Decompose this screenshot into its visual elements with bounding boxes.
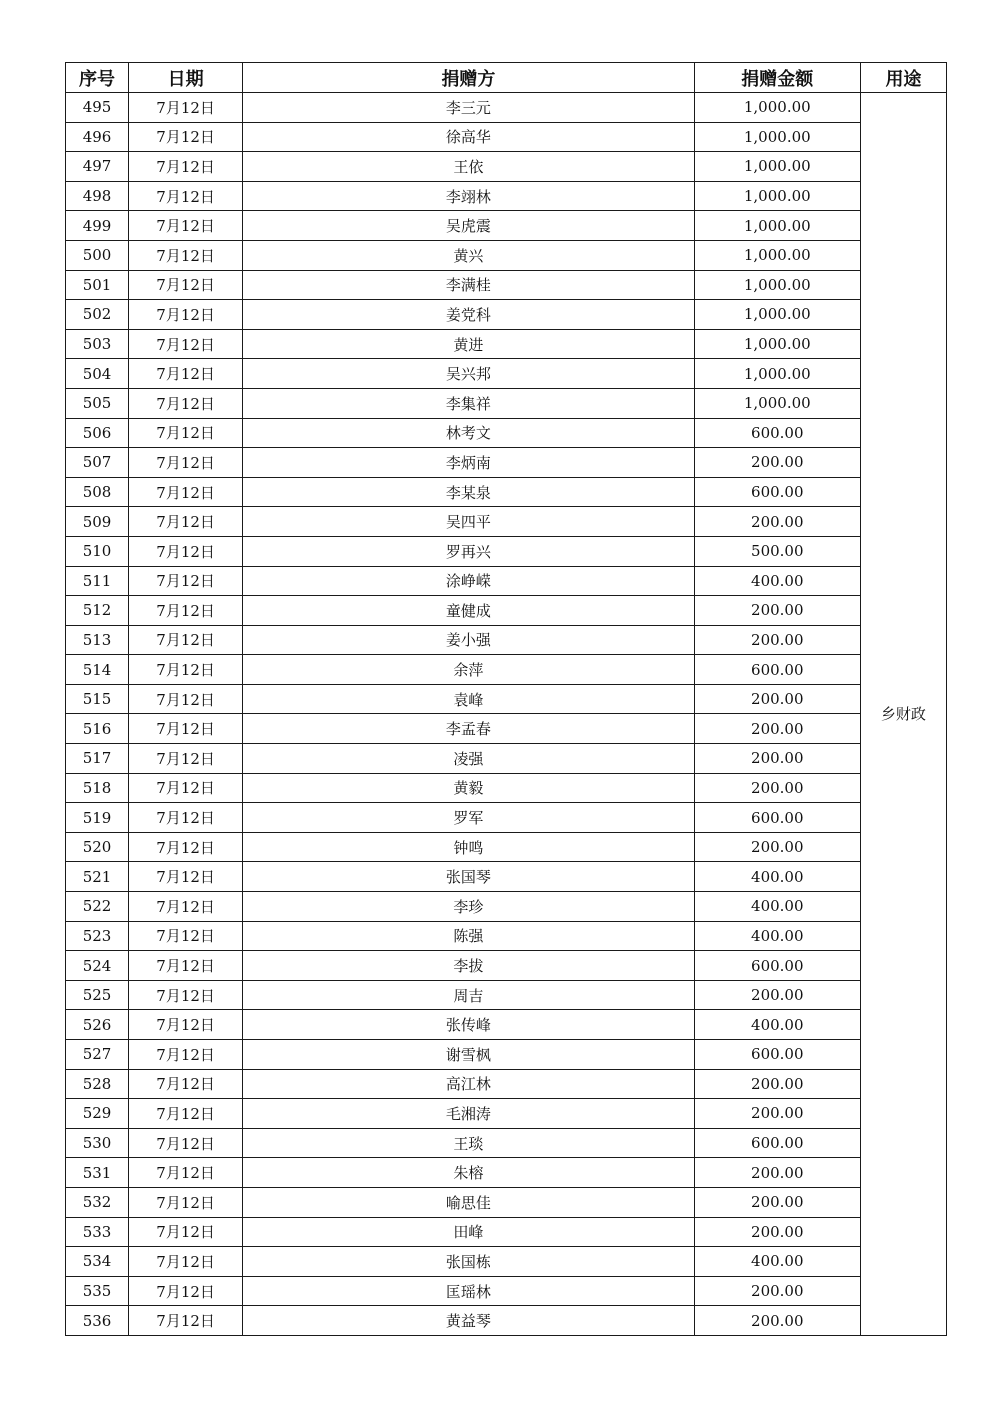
table-row <box>66 418 947 448</box>
cell-date: 7月12日 <box>129 566 243 596</box>
cell-donor: 张国栋 <box>243 1247 695 1277</box>
cell-amount: 200.00 <box>694 684 860 714</box>
table-row <box>66 240 947 270</box>
cell-date: 7月12日 <box>129 122 243 152</box>
cell-amount: 200.00 <box>694 744 860 774</box>
table-row <box>66 122 947 152</box>
cell-date: 7月12日 <box>129 1276 243 1306</box>
cell-amount: 600.00 <box>694 1040 860 1070</box>
cell-date: 7月12日 <box>129 388 243 418</box>
cell-index: 534 <box>66 1247 129 1277</box>
table-row <box>66 744 947 774</box>
cell-amount: 200.00 <box>694 625 860 655</box>
cell-donor: 毛湘涛 <box>243 1099 695 1129</box>
cell-donor: 余萍 <box>243 655 695 685</box>
cell-index: 499 <box>66 211 129 241</box>
table-row <box>66 300 947 330</box>
cell-index: 524 <box>66 951 129 981</box>
cell-donor: 林考文 <box>243 418 695 448</box>
table-row <box>66 596 947 626</box>
table-row <box>66 655 947 685</box>
cell-donor: 张传峰 <box>243 1010 695 1040</box>
table-row <box>66 1217 947 1247</box>
cell-date: 7月12日 <box>129 93 243 123</box>
table-row <box>66 892 947 922</box>
cell-index: 495 <box>66 93 129 123</box>
cell-donor: 黄兴 <box>243 240 695 270</box>
cell-date: 7月12日 <box>129 951 243 981</box>
cell-amount: 400.00 <box>694 1247 860 1277</box>
cell-index: 532 <box>66 1187 129 1217</box>
cell-donor: 黄进 <box>243 329 695 359</box>
cell-donor: 吴虎震 <box>243 211 695 241</box>
cell-date: 7月12日 <box>129 270 243 300</box>
cell-donor: 王依 <box>243 152 695 182</box>
table-body <box>66 93 947 1336</box>
cell-donor: 李孟春 <box>243 714 695 744</box>
cell-index: 523 <box>66 921 129 951</box>
header-row <box>66 63 947 93</box>
table-row <box>66 773 947 803</box>
table-row <box>66 1069 947 1099</box>
cell-amount: 200.00 <box>694 1187 860 1217</box>
cell-index: 536 <box>66 1306 129 1336</box>
cell-index: 530 <box>66 1128 129 1158</box>
cell-donor: 黄益琴 <box>243 1306 695 1336</box>
table-row <box>66 93 947 123</box>
table-row <box>66 359 947 389</box>
cell-amount: 200.00 <box>694 714 860 744</box>
cell-index: 501 <box>66 270 129 300</box>
cell-amount: 1,000.00 <box>694 300 860 330</box>
cell-index: 531 <box>66 1158 129 1188</box>
table-row <box>66 329 947 359</box>
cell-donor: 李某泉 <box>243 477 695 507</box>
cell-index: 503 <box>66 329 129 359</box>
cell-donor: 罗再兴 <box>243 536 695 566</box>
table-row <box>66 832 947 862</box>
cell-date: 7月12日 <box>129 1158 243 1188</box>
cell-date: 7月12日 <box>129 1069 243 1099</box>
cell-donor: 凌强 <box>243 744 695 774</box>
cell-date: 7月12日 <box>129 1010 243 1040</box>
cell-date: 7月12日 <box>129 536 243 566</box>
cell-date: 7月12日 <box>129 300 243 330</box>
cell-donor: 王琰 <box>243 1128 695 1158</box>
cell-index: 498 <box>66 181 129 211</box>
cell-amount: 600.00 <box>694 803 860 833</box>
cell-index: 526 <box>66 1010 129 1040</box>
cell-date: 7月12日 <box>129 477 243 507</box>
cell-amount: 1,000.00 <box>694 359 860 389</box>
cell-index: 509 <box>66 507 129 537</box>
cell-index: 508 <box>66 477 129 507</box>
cell-date: 7月12日 <box>129 1247 243 1277</box>
cell-purpose: 乡财政 <box>860 93 946 1336</box>
cell-index: 514 <box>66 655 129 685</box>
table-row <box>66 1247 947 1277</box>
cell-index: 496 <box>66 122 129 152</box>
cell-index: 533 <box>66 1217 129 1247</box>
cell-amount: 200.00 <box>694 1069 860 1099</box>
cell-index: 507 <box>66 448 129 478</box>
cell-date: 7月12日 <box>129 625 243 655</box>
cell-amount: 400.00 <box>694 892 860 922</box>
cell-donor: 吴兴邦 <box>243 359 695 389</box>
cell-amount: 200.00 <box>694 832 860 862</box>
cell-index: 527 <box>66 1040 129 1070</box>
cell-donor: 李珍 <box>243 892 695 922</box>
cell-index: 528 <box>66 1069 129 1099</box>
cell-date: 7月12日 <box>129 448 243 478</box>
cell-donor: 谢雪枫 <box>243 1040 695 1070</box>
cell-date: 7月12日 <box>129 684 243 714</box>
cell-donor: 周吉 <box>243 980 695 1010</box>
cell-index: 535 <box>66 1276 129 1306</box>
cell-index: 522 <box>66 892 129 922</box>
cell-amount: 200.00 <box>694 1158 860 1188</box>
cell-amount: 200.00 <box>694 507 860 537</box>
cell-index: 519 <box>66 803 129 833</box>
cell-index: 515 <box>66 684 129 714</box>
cell-amount: 200.00 <box>694 1276 860 1306</box>
cell-amount: 1,000.00 <box>694 329 860 359</box>
table-row <box>66 536 947 566</box>
cell-donor: 匡瑶林 <box>243 1276 695 1306</box>
header-purpose: 用途 <box>860 63 946 93</box>
cell-amount: 1,000.00 <box>694 181 860 211</box>
cell-amount: 600.00 <box>694 655 860 685</box>
donation-table <box>65 62 947 1336</box>
cell-donor: 徐高华 <box>243 122 695 152</box>
cell-date: 7月12日 <box>129 832 243 862</box>
header-index: 序号 <box>66 63 129 93</box>
cell-donor: 李集祥 <box>243 388 695 418</box>
cell-amount: 200.00 <box>694 448 860 478</box>
cell-date: 7月12日 <box>129 240 243 270</box>
cell-amount: 600.00 <box>694 477 860 507</box>
cell-amount: 1,000.00 <box>694 211 860 241</box>
cell-date: 7月12日 <box>129 1306 243 1336</box>
table-row <box>66 1158 947 1188</box>
cell-donor: 李三元 <box>243 93 695 123</box>
table-header <box>66 63 947 93</box>
table-row <box>66 684 947 714</box>
cell-date: 7月12日 <box>129 596 243 626</box>
cell-index: 510 <box>66 536 129 566</box>
cell-index: 502 <box>66 300 129 330</box>
cell-amount: 400.00 <box>694 1010 860 1040</box>
cell-donor: 黄毅 <box>243 773 695 803</box>
cell-donor: 涂峥嵘 <box>243 566 695 596</box>
cell-date: 7月12日 <box>129 1040 243 1070</box>
cell-index: 520 <box>66 832 129 862</box>
cell-donor: 李炳南 <box>243 448 695 478</box>
cell-amount: 400.00 <box>694 566 860 596</box>
cell-amount: 1,000.00 <box>694 93 860 123</box>
table-row <box>66 388 947 418</box>
cell-index: 517 <box>66 744 129 774</box>
table-row <box>66 1276 947 1306</box>
cell-date: 7月12日 <box>129 418 243 448</box>
cell-date: 7月12日 <box>129 892 243 922</box>
cell-date: 7月12日 <box>129 862 243 892</box>
cell-donor: 高江林 <box>243 1069 695 1099</box>
cell-date: 7月12日 <box>129 181 243 211</box>
cell-date: 7月12日 <box>129 714 243 744</box>
cell-amount: 600.00 <box>694 951 860 981</box>
table-row <box>66 1040 947 1070</box>
cell-amount: 200.00 <box>694 980 860 1010</box>
cell-donor: 袁峰 <box>243 684 695 714</box>
table-row <box>66 921 947 951</box>
cell-date: 7月12日 <box>129 1217 243 1247</box>
cell-index: 500 <box>66 240 129 270</box>
header-amount: 捐赠金额 <box>694 63 860 93</box>
cell-amount: 1,000.00 <box>694 152 860 182</box>
cell-amount: 200.00 <box>694 1099 860 1129</box>
cell-index: 529 <box>66 1099 129 1129</box>
table-row <box>66 1010 947 1040</box>
cell-amount: 200.00 <box>694 773 860 803</box>
table-row <box>66 181 947 211</box>
cell-date: 7月12日 <box>129 655 243 685</box>
cell-date: 7月12日 <box>129 803 243 833</box>
cell-date: 7月12日 <box>129 773 243 803</box>
cell-index: 511 <box>66 566 129 596</box>
cell-index: 505 <box>66 388 129 418</box>
header-donor: 捐赠方 <box>243 63 695 93</box>
table-row <box>66 951 947 981</box>
table-row <box>66 211 947 241</box>
cell-index: 504 <box>66 359 129 389</box>
table-row <box>66 714 947 744</box>
cell-donor: 李满桂 <box>243 270 695 300</box>
cell-donor: 田峰 <box>243 1217 695 1247</box>
cell-amount: 400.00 <box>694 862 860 892</box>
table-row <box>66 1187 947 1217</box>
table-row <box>66 1099 947 1129</box>
cell-donor: 钟鸣 <box>243 832 695 862</box>
cell-index: 513 <box>66 625 129 655</box>
table-row <box>66 1306 947 1336</box>
table-row <box>66 980 947 1010</box>
cell-amount: 500.00 <box>694 536 860 566</box>
table-row <box>66 152 947 182</box>
cell-date: 7月12日 <box>129 507 243 537</box>
cell-date: 7月12日 <box>129 1187 243 1217</box>
cell-amount: 600.00 <box>694 418 860 448</box>
cell-index: 516 <box>66 714 129 744</box>
cell-date: 7月12日 <box>129 1128 243 1158</box>
cell-donor: 罗军 <box>243 803 695 833</box>
cell-index: 506 <box>66 418 129 448</box>
cell-amount: 1,000.00 <box>694 388 860 418</box>
table-row <box>66 566 947 596</box>
cell-amount: 200.00 <box>694 596 860 626</box>
cell-amount: 1,000.00 <box>694 270 860 300</box>
table-row <box>66 270 947 300</box>
table-row <box>66 862 947 892</box>
cell-amount: 200.00 <box>694 1217 860 1247</box>
cell-donor: 张国琴 <box>243 862 695 892</box>
cell-index: 497 <box>66 152 129 182</box>
cell-date: 7月12日 <box>129 152 243 182</box>
cell-amount: 1,000.00 <box>694 122 860 152</box>
table-row <box>66 1128 947 1158</box>
header-date: 日期 <box>129 63 243 93</box>
cell-amount: 1,000.00 <box>694 240 860 270</box>
cell-amount: 200.00 <box>694 1306 860 1336</box>
cell-donor: 喻思佳 <box>243 1187 695 1217</box>
cell-date: 7月12日 <box>129 329 243 359</box>
cell-date: 7月12日 <box>129 211 243 241</box>
table-row <box>66 803 947 833</box>
cell-date: 7月12日 <box>129 359 243 389</box>
cell-index: 521 <box>66 862 129 892</box>
cell-index: 525 <box>66 980 129 1010</box>
cell-donor: 吴四平 <box>243 507 695 537</box>
cell-amount: 600.00 <box>694 1128 860 1158</box>
cell-donor: 陈强 <box>243 921 695 951</box>
cell-index: 512 <box>66 596 129 626</box>
table-row <box>66 625 947 655</box>
cell-donor: 朱榕 <box>243 1158 695 1188</box>
table-row <box>66 477 947 507</box>
cell-date: 7月12日 <box>129 980 243 1010</box>
table-row <box>66 448 947 478</box>
cell-donor: 童健成 <box>243 596 695 626</box>
cell-date: 7月12日 <box>129 744 243 774</box>
cell-date: 7月12日 <box>129 1099 243 1129</box>
cell-donor: 姜小强 <box>243 625 695 655</box>
cell-donor: 李拔 <box>243 951 695 981</box>
cell-amount: 400.00 <box>694 921 860 951</box>
table-row <box>66 507 947 537</box>
cell-donor: 姜党科 <box>243 300 695 330</box>
cell-date: 7月12日 <box>129 921 243 951</box>
cell-index: 518 <box>66 773 129 803</box>
cell-donor: 李翊林 <box>243 181 695 211</box>
